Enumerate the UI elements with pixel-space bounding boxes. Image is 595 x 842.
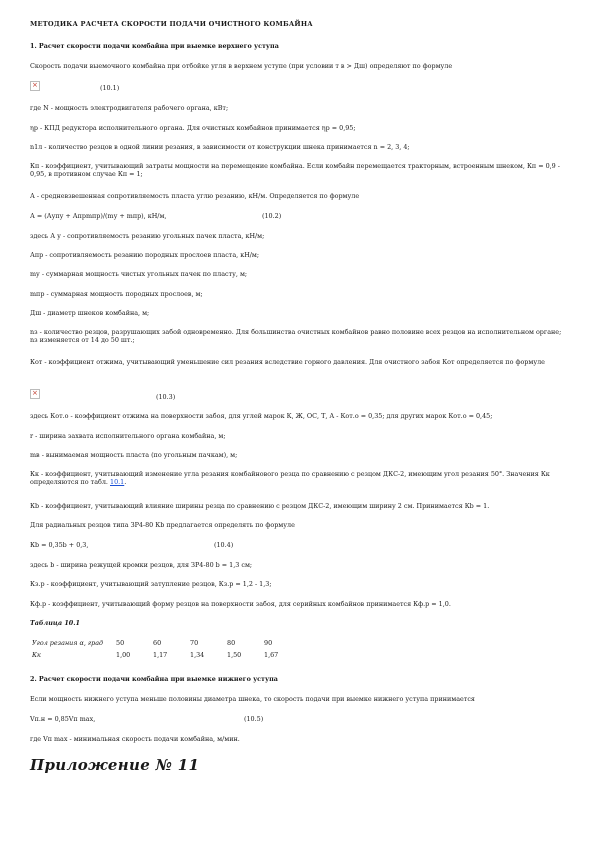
intro-paragraph: Скорость подачи выемочного комбайна при отбойке угля в верхнем уступе (при условии т в > Дш) определяют по формуле [30, 62, 453, 70]
def-Kk [30, 470, 565, 486]
formula-10-5-number: (10.5) [244, 715, 264, 723]
formula-10-2-number: (10.2) [262, 212, 282, 220]
table-row-label: Угол резания α, град [32, 639, 104, 647]
formula-10-1 [30, 81, 40, 91]
def-vmax: где Vп max - минимальная скорость подачи комбайна, м/мин. [30, 735, 240, 743]
table-cell: 1,50 [227, 651, 242, 659]
formula-10-5: Vп.н = 0,85Vп max, [30, 715, 96, 723]
table-row [32, 637, 301, 649]
def-Dsh: Дш - диаметр шнеков комбайна, м; [30, 309, 150, 317]
table-row [32, 649, 301, 661]
def-Kot: Кот - коэффициент отжима, учитывающий уменьшение сил резания вследствие горного давления. Для очистного забоя Кот определяется по формуле [30, 358, 545, 366]
def-Kfr: Кф.р - коэффициент, учитывающий форму резцов на поверхности забоя, для серийных комбайнов принимается Кф.р = 1,0. [30, 600, 451, 608]
def-b: здесь b - ширина режущей кромки резцов, для ЗР4-80 b = 1,3 см; [30, 561, 253, 569]
def-Kk-text: Кк - коэффициент, учитывающий изменение угла резания комбайнового резца по сравнению с резцом ДКС-2, имеющим угол резания 50°. Значения Кк определяются по табл. [30, 470, 550, 486]
def-mpr: mпр - суммарная мощность породных прослоев, м; [30, 290, 203, 298]
section-1-heading: 1. Расчет скорости подачи комбайна при выемке верхнего уступа [30, 42, 279, 50]
def-Koto: здесь Кот.о - коэффициент отжима на поверхности забоя, для углей марок К, Ж, ОС, Т, А - Кот.о = 0,35; для других марок Кот.о = 0,45; [30, 412, 493, 420]
radial-cutters-note: Для радиальных резцов типа ЗР4-80 Кb предлагается определять по формуле [30, 521, 295, 529]
table-cell: 80 [227, 639, 236, 647]
def-my: mу - суммарная мощность чистых угольных пачек по пласту, м; [30, 270, 248, 278]
def-Apr: Апр - сопротивляемость резанию породных прослоев пласта, кН/м; [30, 251, 260, 259]
section-2-paragraph: Если мощность нижнего уступа меньше половины диаметра шнека, то скорость подачи при выемке нижнего уступа принимается [30, 695, 475, 703]
formula-10-4-number: (10.4) [214, 541, 234, 549]
table-cell: 50 [116, 639, 125, 647]
def-mv: mв - вынимаемая мощность пласта (по угольным пачкам), м; [30, 451, 238, 459]
formula-10-4: Кb = 0,35b + 0,3, [30, 541, 89, 549]
def-nz: nз - количество резцов, разрушающих забой одновременно. Для большинства очистных комбайнов равно половине всех резцов на исполнительном органе; nз изменяется от 14 до 50 шт.; [30, 328, 562, 344]
def-eta: ηр - КПД редуктора исполнительного органа. Для очистных комбайнов принимается ηр = 0,95; [30, 124, 356, 132]
table-cell: 60 [153, 639, 162, 647]
table-cell: 1,00 [116, 651, 131, 659]
table-cell: 70 [190, 639, 199, 647]
table-caption: Таблица 10.1 [30, 619, 80, 627]
appendix-heading: Приложение № 11 [30, 756, 200, 774]
def-A: А - средневзвешенная сопротивляемость пласта углю резанию, кН/м. Определяется по формуле [30, 192, 360, 200]
table-cell: 90 [264, 639, 273, 647]
table-cell: 1,34 [190, 651, 205, 659]
formula-10-2: А = (Аупу + Апрmпр)/(mу + mпр), кН/м, [30, 212, 167, 220]
table-10-1-link[interactable]: 10.1 [110, 478, 125, 486]
formula-10-3-number: (10.3) [156, 393, 176, 401]
table-cell: 1,17 [153, 651, 168, 659]
formula-10-3 [30, 389, 40, 399]
def-Ay: здесь А у - сопротивляемость резанию угольных пачек пласта, кН/м; [30, 232, 265, 240]
section-2-heading: 2. Расчет скорости подачи комбайна при выемке нижнего уступа [30, 675, 278, 683]
table-row-label: Кк [32, 651, 41, 659]
def-Kb: Кb - коэффициент, учитывающий влияние ширины резца по сравнению с резцом ДКС-2, имеющим ширину 2 см. Принимается Кb = 1. [30, 502, 490, 510]
table-cell: 1,67 [264, 651, 279, 659]
def-r: r - ширина захвата исполнительного органа комбайна, м; [30, 432, 226, 440]
def-Kzr: Кз.р - коэффициент, учитывающий затупление резцов, Кз.р = 1,2 - 1,3; [30, 580, 272, 588]
def-Kn: Кп - коэффициент, учитывающий затраты мощности на перемещение комбайна. Если комбайн перемещается тракторным, встроенным шнеком, Кп = 0,9 - 0,95, в противном случае Кп = 1; [30, 162, 560, 178]
formula-10-1-number: (10.1) [100, 84, 120, 92]
document-title: МЕТОДИКА РАСЧЕТА СКОРОСТИ ПОДАЧИ ОЧИСТНОГО КОМБАЙНА [30, 20, 313, 28]
def-n1: n1л - количество резцов в одной линии резания, в зависимости от конструкции шнека принимается n = 2, 3, 4; [30, 143, 410, 151]
cutting-angle-table [32, 637, 301, 661]
def-Kk-period: . [124, 478, 127, 486]
broken-image-icon [30, 389, 40, 399]
broken-image-icon [30, 81, 40, 91]
def-N: где N - мощность электродвигателя рабочего органа, кВт; [30, 104, 229, 112]
